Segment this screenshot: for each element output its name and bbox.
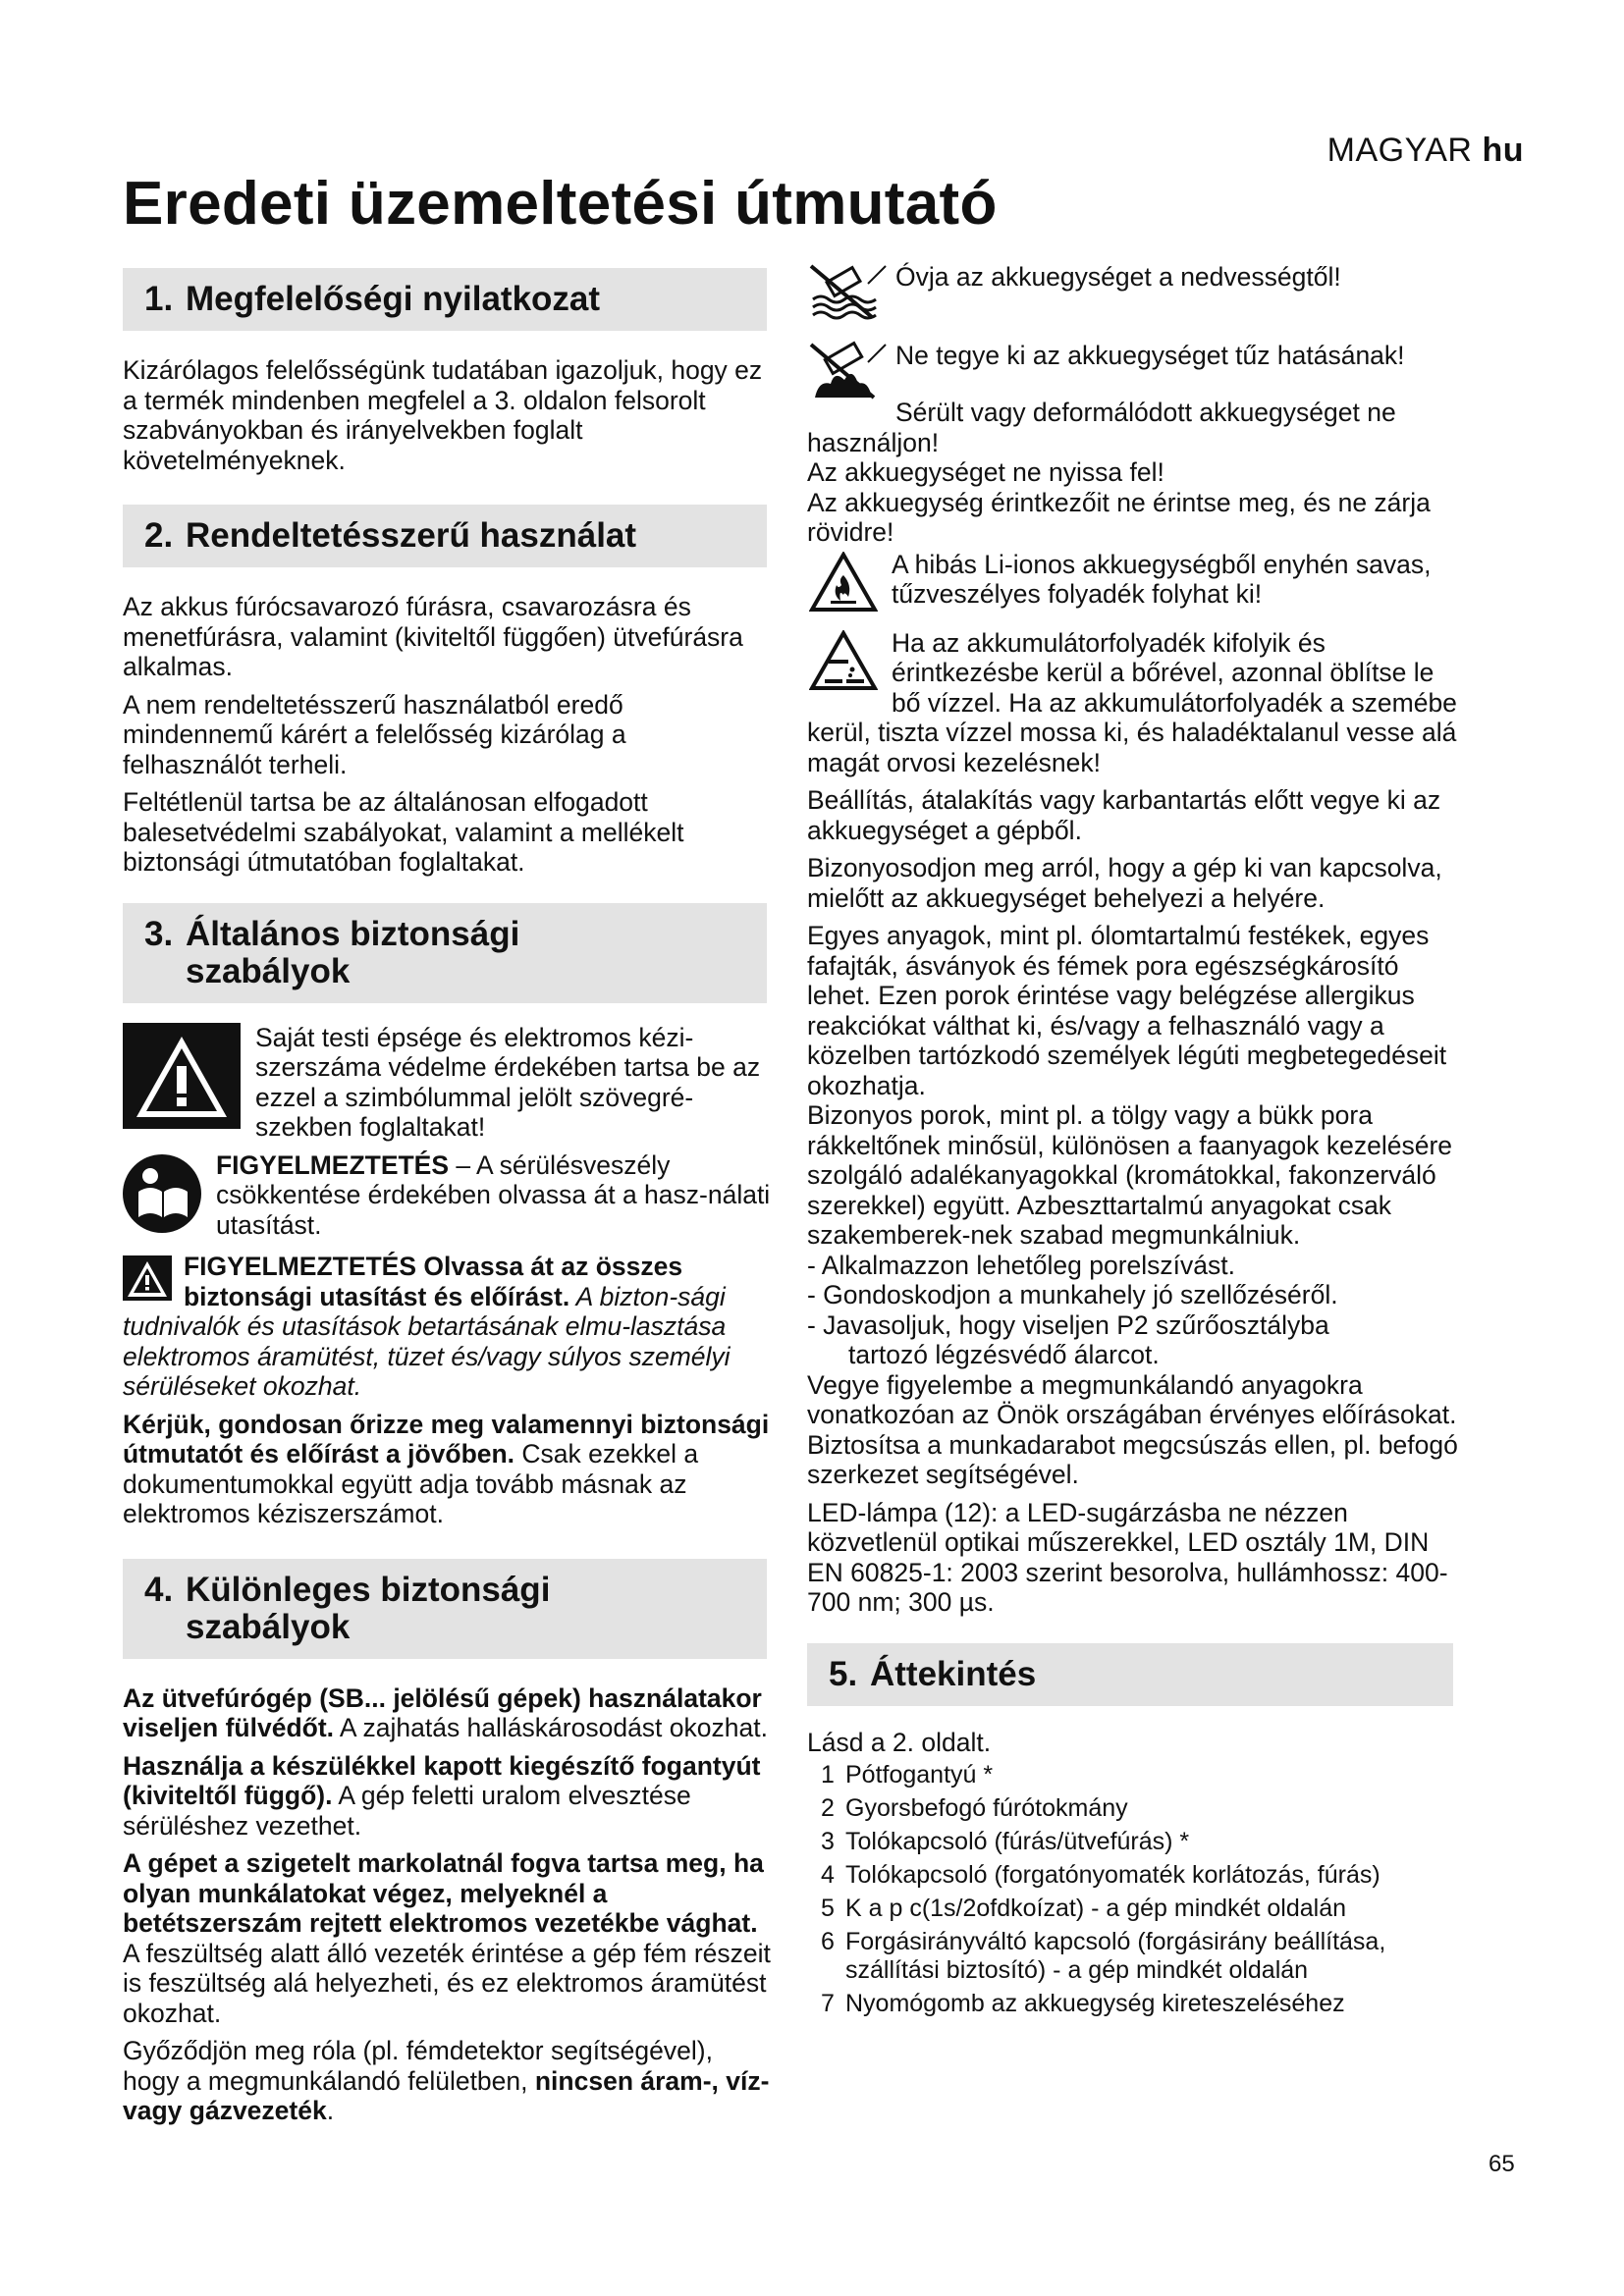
list-item (821, 1895, 1461, 1923)
read-all-warning (123, 1252, 771, 1402)
moisture-text: Óvja az akkuegységet a nedvességtől! (895, 262, 1341, 292)
section-title: Megfelelőségi nyilatkozat (186, 280, 601, 318)
list-item: - Javasoljuk, hogy viseljen P2 szűrőosztályba (807, 1309, 1329, 1340)
liion-text: A hibás Li-ionos akkuegységből enyhén savas, tűzveszélyes folyadék folyhat ki! (892, 549, 1432, 609)
warning-symbol-text: Saját testi épsége és elektromos kézi-szerszáma védelme érdekében tartsa be az ezzel a szimbólummal jelölt szövegré-szekben foglaltakat! (255, 1022, 761, 1142)
aux-handle-bold: Használja a készülékkel kapott kiegészítő fogantyút (kiviteltől függő). (123, 1750, 761, 1810)
list-item (821, 1928, 1461, 1985)
section-5-heading (807, 1643, 1453, 1706)
insulated-grip-bold: A gépet a szigetelt markolatnál fogva tartsa meg, ha olyan munkálatokat végez, melyeknél a betétszerszám rejtett elektromos vezetékbe vághat. (123, 1848, 764, 1938)
carcinogenic-dust-text: Bizonyos porok, mint pl. a tölgy vagy a bükk pora rákkeltőnek minősül, különösen a faanyagok kezelésére szolgáló adalékanyagokkal (kromátokkal, fakonzerváló szerekkel) együtt. Azbeszttartalmú anyagokat csak szakemberek-nek szabad megmunkálniuk. (807, 1100, 1453, 1250)
ear-protection-text: A zajhatás halláskárosodást okozhat. (334, 1713, 768, 1742)
list-item-continuation: tartozó légzésvédő álarcot. (848, 1340, 1160, 1369)
conformity-paragraph: Kizárólagos felelősségünk tudatában igazoljuk, hogy ez a termék mindenben megfelel a 3. oldalon felsorolt szabványokban és irányelvekben foglalt követelményeknek. (123, 355, 763, 475)
section-3-heading (123, 903, 767, 1003)
keep-instructions (123, 1410, 771, 1529)
section-title-line1: Általános biztonsági (186, 914, 520, 953)
page-title: Eredeti üzemeltetési útmutató (123, 170, 998, 238)
section-2-heading (123, 505, 767, 567)
no-fire-icon (807, 341, 888, 408)
item-number: 7 (821, 1990, 835, 2017)
read-manual-icon (121, 1152, 203, 1242)
list-item (821, 1828, 1461, 1856)
list-item (821, 1861, 1461, 1890)
secure-workpiece-text: Biztosítsa a munkadarabot megcsúszás ellen, pl. befogó szerkezet segítségével. (807, 1429, 1458, 1489)
hidden-lines-bold: nincsen áram-, víz- vagy gázvezeték (123, 2065, 770, 2125)
aux-handle-text: A gép feletti uralom elvesztése sérüléshez vezethet. (123, 1781, 691, 1841)
ear-protection-paragraph (123, 1683, 771, 1743)
list-item (821, 1761, 1461, 1789)
open-pack-text: Az akkuegységet ne nyissa fel! (807, 457, 1164, 487)
contacts-text: Az akkuegység érintkezőit ne érintse meg, és ne zárja rövidre! (807, 487, 1431, 547)
read-all-italic: A bizton-sági tudnivalók és utasítások betartásának elmu-lasztása elektromos áramütést, tüzet és/vagy súlyos személyi sérüléseket okozhat. (123, 1281, 731, 1401)
no-moisture-icon (807, 262, 888, 328)
section-number: 4. (144, 1570, 174, 1609)
section-title: Rendeltetésszerű használat (186, 516, 637, 555)
fire-text: Ne tegye ki az akkuegységet tűz hatásának! (895, 341, 1405, 370)
list-item (821, 1990, 1461, 2018)
hidden-lines-paragraph (123, 2036, 771, 2126)
item-number: 2 (821, 1794, 835, 1822)
section-number: 3. (144, 914, 174, 953)
insulated-grip-text: A feszültség alatt álló vezeték érintése a gép fém részeit is feszültség alá helyezheti, és ez elektromos áramütést okozhat. (123, 1938, 771, 2028)
list-item (821, 1794, 1461, 1823)
section-number: 2. (144, 516, 174, 555)
small-warning-icon (123, 1255, 172, 1308)
fire-warning (807, 341, 1461, 398)
section-number: 1. (144, 280, 174, 318)
section-title-line2: szabályok (186, 951, 351, 990)
hidden-lines-text: Győződjön meg róla (pl. fémdetektor segítségével), hogy a megmunkálandó felületben, (123, 2036, 713, 2096)
intended-use-paragraph: Az akkus fúrócsavarozó fúrásra, csavarozásra és menetfúrásra, valamint (kiviteltől függően) ütvefúrásra alkalmas. (123, 592, 743, 681)
item-text: K a p c(1s/2ofdkoízat) - a gép mindkét oldalán (845, 1895, 1347, 1922)
page-number: 65 (1489, 2151, 1515, 2177)
read-all-bold: FIGYELMEZTETÉS Olvassa át az összes biztonsági utasítást és előírást. (184, 1252, 683, 1311)
dust-measures-list (807, 1251, 1461, 1370)
hidden-lines-end: . (326, 2096, 335, 2125)
warning-triangle-icon (123, 1023, 241, 1129)
warning-symbol-block (123, 1023, 771, 1143)
aux-handle-paragraph (123, 1751, 771, 1842)
item-number: 4 (821, 1861, 835, 1889)
section-1-heading (123, 268, 767, 331)
right-column (807, 262, 1461, 2023)
item-number: 6 (821, 1928, 835, 1955)
keep-instructions-bold: Kérjük, gondosan őrizze meg valamennyi biztonsági útmutatót és előírást a jövőben. (123, 1409, 770, 1468)
fire-hazard-icon (809, 552, 878, 619)
accident-rules-paragraph: Feltétlenül tartsa be az általánosan elfogadott balesetvédelmi szabályokat, valamint a mellékelt biztonsági útmutatóban foglaltakat. (123, 787, 684, 877)
item-text: Tolókapcsoló (fúrás/ütvefúrás) * (845, 1828, 1190, 1855)
item-text: Pótfogantyú * (845, 1761, 994, 1789)
fluid-warning (807, 628, 1461, 778)
book-warning-text: – A sérülésveszély csökkentése érdekében olvassa át a hasz-nálati utasítást. (216, 1149, 771, 1240)
remove-pack-text: Beállítás, átalakítás vagy karbantartás előtt vegye ki az akkuegységet a gépből. (807, 785, 1441, 845)
overview-intro: Lásd a 2. oldalt. (807, 1727, 992, 1757)
switch-off-text: Bizonyosodjon meg arról, hogy a gép ki van kapcsolva, mielőtt az akkuegységet behelyezi a helyére. (807, 853, 1442, 913)
insulated-grip-paragraph (123, 1848, 771, 2028)
left-column (123, 268, 771, 2134)
list-item: - Gondoskodjon a munkahely jó szellőzéséről. (807, 1280, 1338, 1309)
item-text: Nyomógomb az akkuegység kireteszeléséhez (845, 1990, 1345, 2017)
overview-list (807, 1761, 1461, 2018)
language-code: hu (1482, 132, 1524, 169)
item-text: Gyorsbefogó fúrótokmány (845, 1794, 1128, 1822)
moisture-warning (807, 262, 1461, 321)
language-label (1327, 132, 1524, 170)
dust-hazard-text: Egyes anyagok, mint pl. ólomtartalmú festékek, egyes fafajták, ásványok és fémek pora egészségkárosító lehet. Ezen porok érintése vagy belégzése allergikus reakciókat válthat ki, és/vagy a felhasználó vagy a közelben tartózkodó személyek légúti megbetegedéseit okozhatja. (807, 921, 1447, 1100)
section-title-line2: szabályok (186, 1607, 351, 1646)
item-text: Tolókapcsoló (forgatónyomaték korlátozás, fúrás) (845, 1861, 1380, 1889)
damaged-pack-text: Sérült vagy deformálódott akkuegységet ne használjon! (807, 398, 1396, 457)
item-number: 3 (821, 1828, 835, 1855)
read-manual-block (123, 1150, 771, 1241)
item-number: 1 (821, 1761, 835, 1789)
fluid-text: Ha az akkumulátorfolyadék kifolyik és érintkezésbe kerül a bőrével, azonnal öblítse le bő vízzel. Ha az akkumulátorfolyadék a szemébe kerül, tiszta vízzel mossa ki, és haladéktalanul vesse alá magát orvosi kezelésnek! (807, 627, 1457, 777)
liion-warning (807, 550, 1461, 618)
ear-protection-bold: Az ütvefúrógép (SB... jelölésű gépek) használatakor viseljen fülvédőt. (123, 1682, 762, 1742)
keep-instructions-text: Csak ezekkel a dokumentumokkal együtt adja tovább másnak az elektromos kéziszerszámot. (123, 1439, 699, 1528)
list-item: - Alkalmazzon lehetőleg porelszívást. (807, 1250, 1235, 1280)
liability-paragraph: A nem rendeltetésszerű használatból eredő mindennemű kárért a felelősség kizárólag a felhasználót terheli. (123, 689, 626, 779)
book-warning-label: FIGYELMEZTETÉS (216, 1149, 450, 1180)
language-name: MAGYAR (1326, 132, 1473, 169)
item-text: Forgásirányváltó kapcsoló (forgásirány beállítása, szállítási biztosító) - a gép mindkét oldalán (845, 1928, 1386, 1984)
led-warning-text: LED-lámpa (12): a LED-sugárzásba ne nézzen közvetlenül optikai műszerekkel, LED osztály 1M, DIN EN 60825-1: 2003 szerint besorolva, hullámhossz: 400-700 nm; 300 µs. (807, 1497, 1448, 1617)
section-title: Áttekintés (870, 1654, 1037, 1693)
section-number: 5. (829, 1654, 858, 1693)
regulations-text: Vegye figyelembe a megmunkálandó anyagokra vonatkozóan az Önök országában érvényes előírásokat. (807, 1369, 1457, 1429)
item-number: 5 (821, 1895, 835, 1922)
section-4-heading (123, 1559, 767, 1659)
corrosive-icon (809, 630, 878, 698)
section-title-line1: Különleges biztonsági (186, 1570, 551, 1609)
